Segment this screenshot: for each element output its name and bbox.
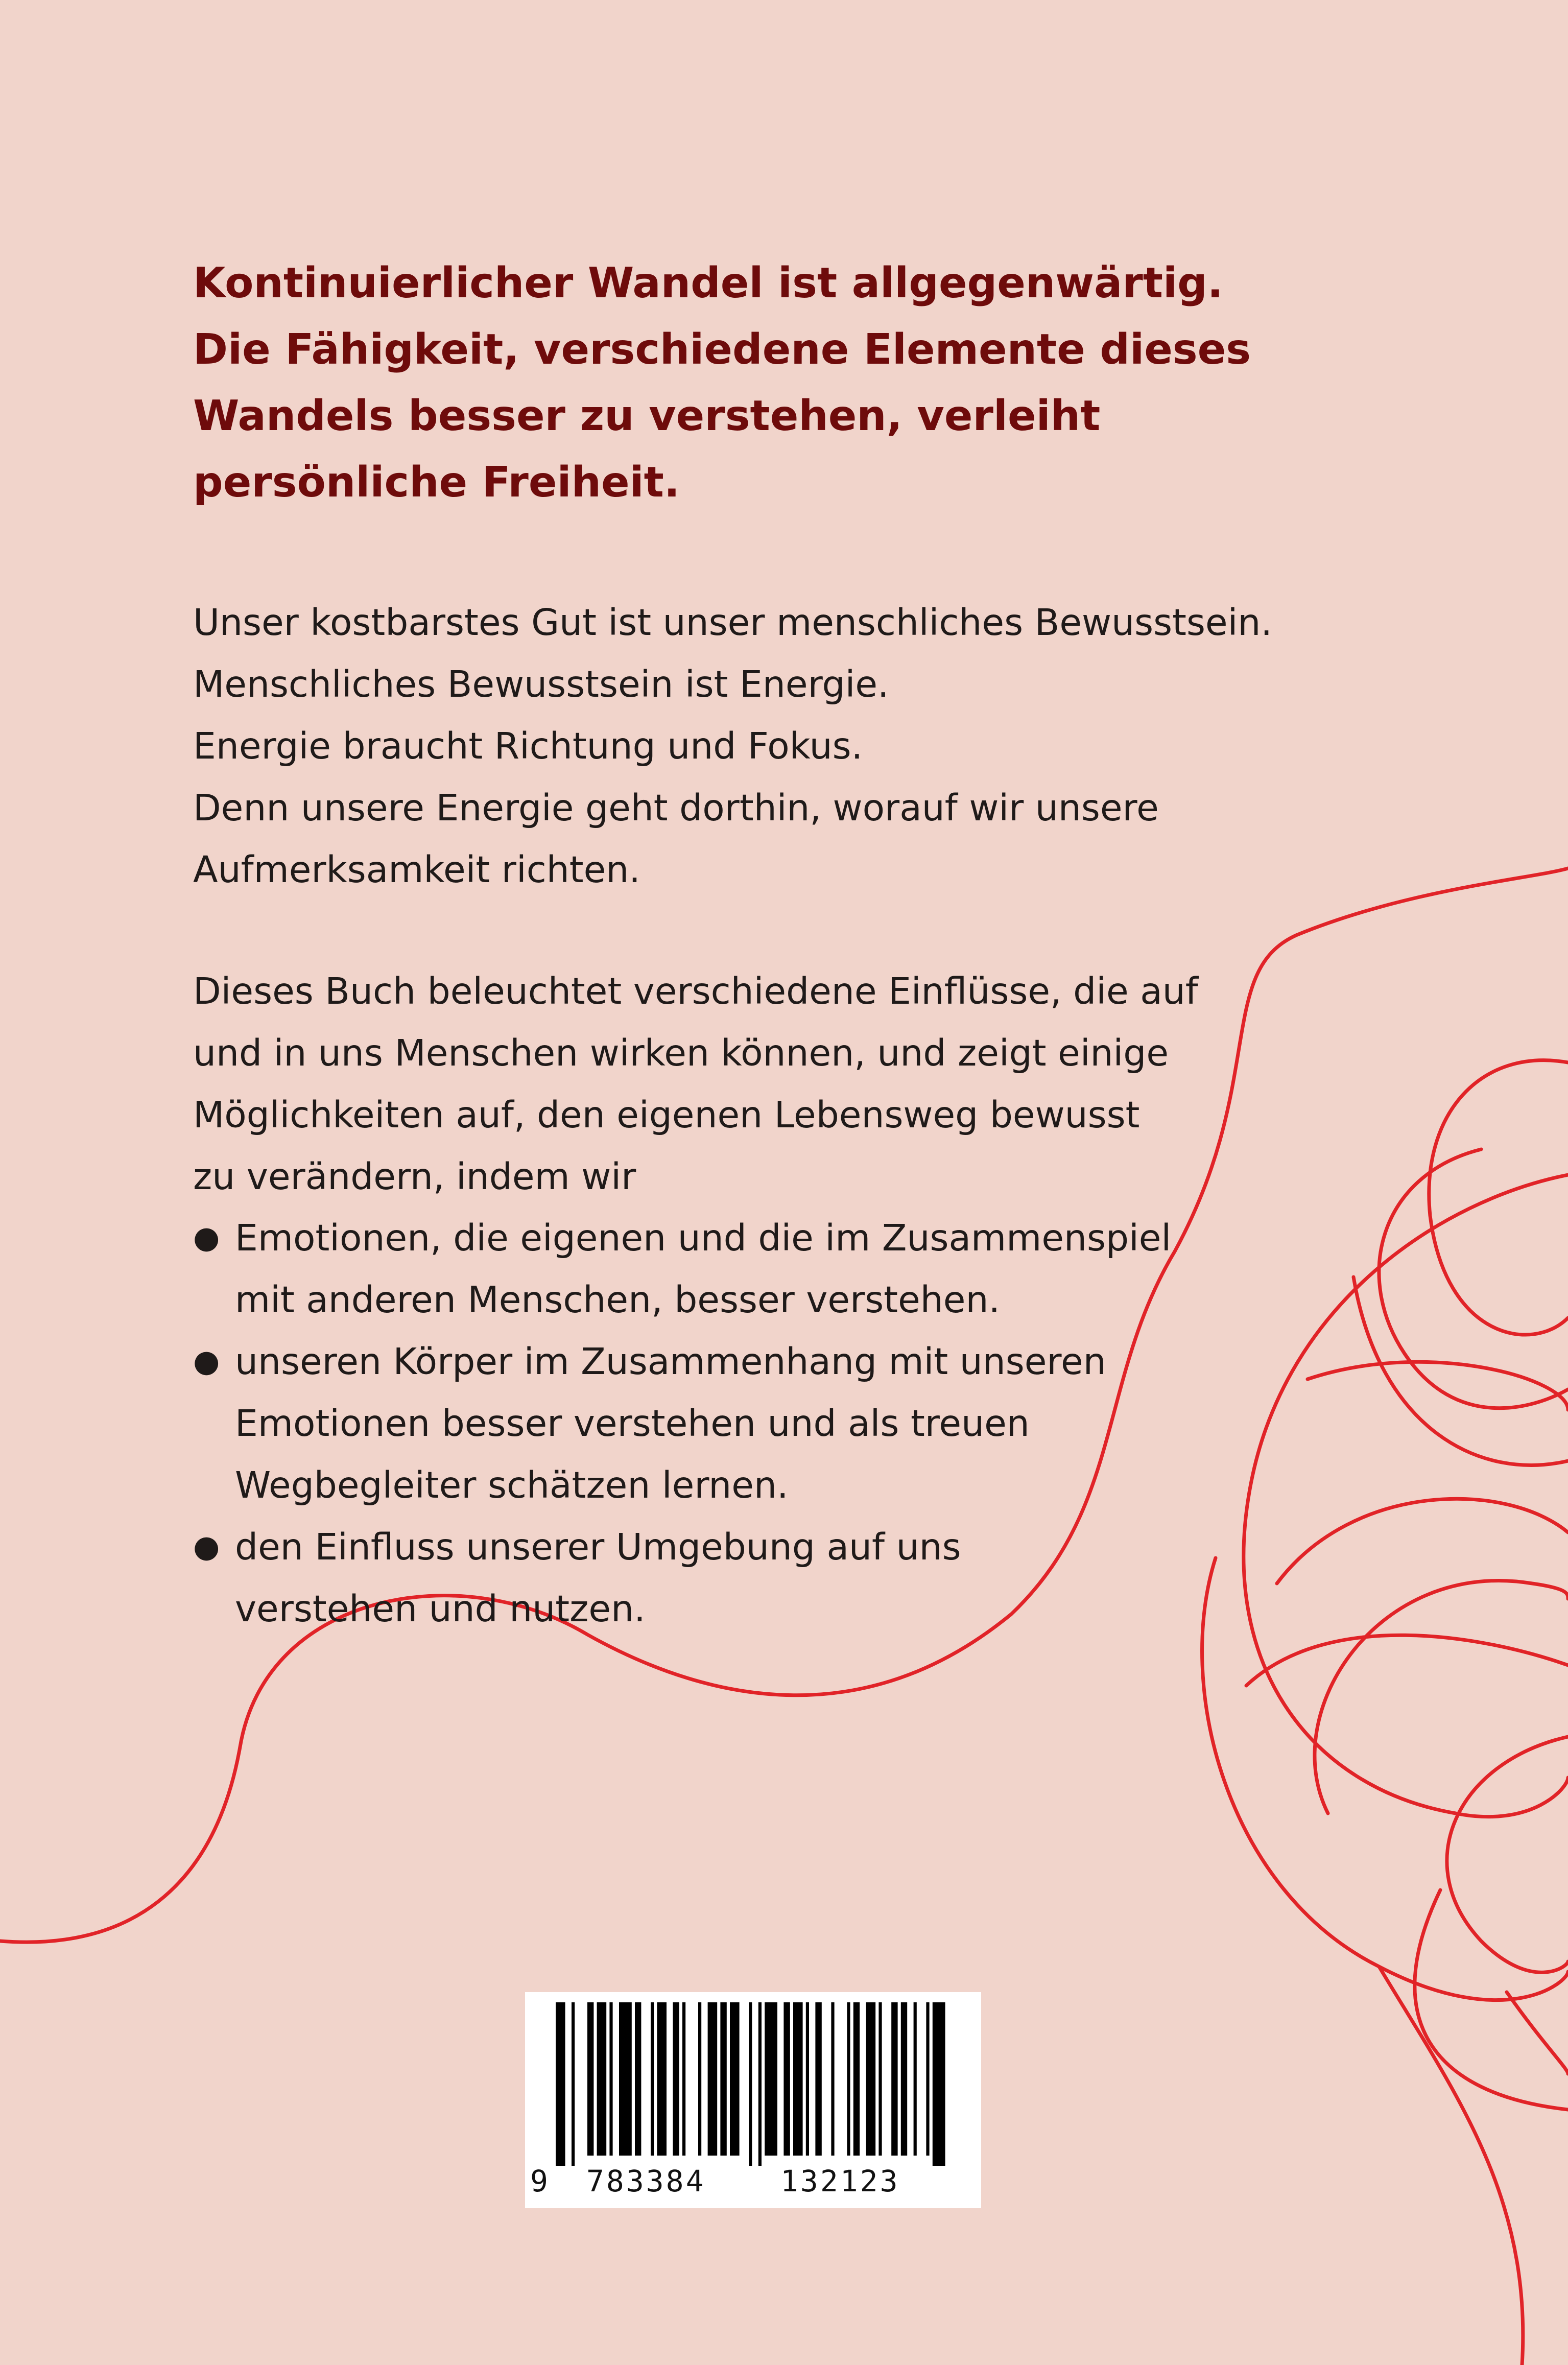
headline-line: persönliche Freiheit.	[193, 458, 680, 507]
barcode-bar	[806, 2002, 809, 2156]
barcode-left-digits: 783384	[586, 2164, 706, 2198]
list-item-line: Wegbegleiter schätzen lernen.	[235, 1464, 789, 1506]
bullet-icon: ●	[193, 1529, 220, 1565]
barcode-bar	[891, 2002, 897, 2156]
description-paragraph	[193, 960, 1317, 1208]
list-item-line: Emotionen besser verstehen und als treuen	[235, 1402, 1030, 1445]
headline	[193, 250, 1266, 516]
list-item-line: verstehen und nutzen.	[235, 1588, 646, 1630]
bullet-icon: ●	[193, 1220, 220, 1256]
barcode-bar	[933, 2002, 945, 2166]
barcode-bar	[914, 2002, 917, 2156]
barcode-bar	[619, 2002, 632, 2156]
barcode-bar	[765, 2002, 777, 2156]
barcode-bar	[853, 2002, 860, 2156]
barcode-bar	[657, 2002, 667, 2156]
paragraph-line: Unser kostbarstes Gut ist unser menschliches Bewusstsein.	[193, 601, 1272, 644]
barcode-bar	[720, 2002, 726, 2156]
headline-line: Wandels besser zu verstehen, verleiht	[193, 392, 1101, 440]
barcode-bar	[682, 2002, 685, 2156]
barcode-bar	[673, 2002, 679, 2156]
barcode-bar	[587, 2002, 593, 2156]
barcode-bar	[749, 2002, 752, 2166]
barcode-bar	[815, 2002, 821, 2156]
barcode-bar	[783, 2002, 790, 2156]
paragraph-line: Energie braucht Richtung und Fokus.	[193, 725, 863, 767]
paragraph-line: Aufmerksamkeit richten.	[193, 848, 640, 891]
list-item	[193, 1331, 1317, 1516]
list-item	[193, 1207, 1317, 1331]
barcode-bar	[708, 2002, 718, 2156]
barcode-bar	[793, 2002, 803, 2156]
barcode-bar	[866, 2002, 876, 2156]
barcode-bars	[525, 1992, 981, 2166]
barcode-bar	[730, 2002, 740, 2156]
barcode-bar	[698, 2002, 701, 2156]
paragraph-line: zu verändern, indem wir	[193, 1155, 636, 1198]
barcode-bar	[847, 2002, 850, 2156]
paragraph-line: Dieses Buch beleuchtet verschiedene Einflüsse, die auf	[193, 970, 1198, 1012]
list-item-line: Emotionen, die eigenen und die im Zusammenspiel	[235, 1217, 1172, 1259]
list-item-line: den Einfluss unserer Umgebung auf uns	[235, 1526, 961, 1568]
list-item	[193, 1516, 1317, 1640]
paragraph-line: Möglichkeiten auf, den eigenen Lebensweg bewusst	[193, 1094, 1140, 1136]
paragraph-line: und in uns Menschen wirken können, und zeigt einige	[193, 1032, 1169, 1074]
paragraph-line: Menschliches Bewusstsein ist Energie.	[193, 663, 889, 705]
barcode-bar	[926, 2002, 929, 2156]
barcode-bar	[572, 2002, 575, 2166]
barcode-bar	[878, 2002, 882, 2156]
paragraph-line: Denn unsere Energie geht dorthin, worauf wir unsere	[193, 787, 1159, 829]
list-item-line: unseren Körper im Zusammenhang mit unseren	[235, 1340, 1106, 1383]
isbn-barcode	[525, 1992, 981, 2208]
barcode-bar	[651, 2002, 654, 2156]
barcode-bar	[758, 2002, 762, 2166]
barcode-bar	[556, 2002, 565, 2166]
bullet-list	[193, 1207, 1317, 1640]
intro-paragraph	[193, 592, 1317, 901]
barcode-first-digit: 9	[530, 2164, 550, 2198]
barcode-right-digits: 132123	[780, 2164, 900, 2198]
barcode-bar	[635, 2002, 641, 2156]
barcode-bar	[597, 2002, 607, 2156]
barcode-bar	[901, 2002, 907, 2156]
list-item-line: mit anderen Menschen, besser verstehen.	[235, 1279, 1001, 1321]
headline-line: Die Fähigkeit, verschiedene Elemente dieses	[193, 325, 1251, 374]
barcode-bar	[609, 2002, 612, 2156]
headline-line: Kontinuierlicher Wandel ist allgegenwärtig.	[193, 259, 1223, 308]
barcode-bar	[831, 2002, 834, 2156]
bullet-icon: ●	[193, 1343, 220, 1379]
